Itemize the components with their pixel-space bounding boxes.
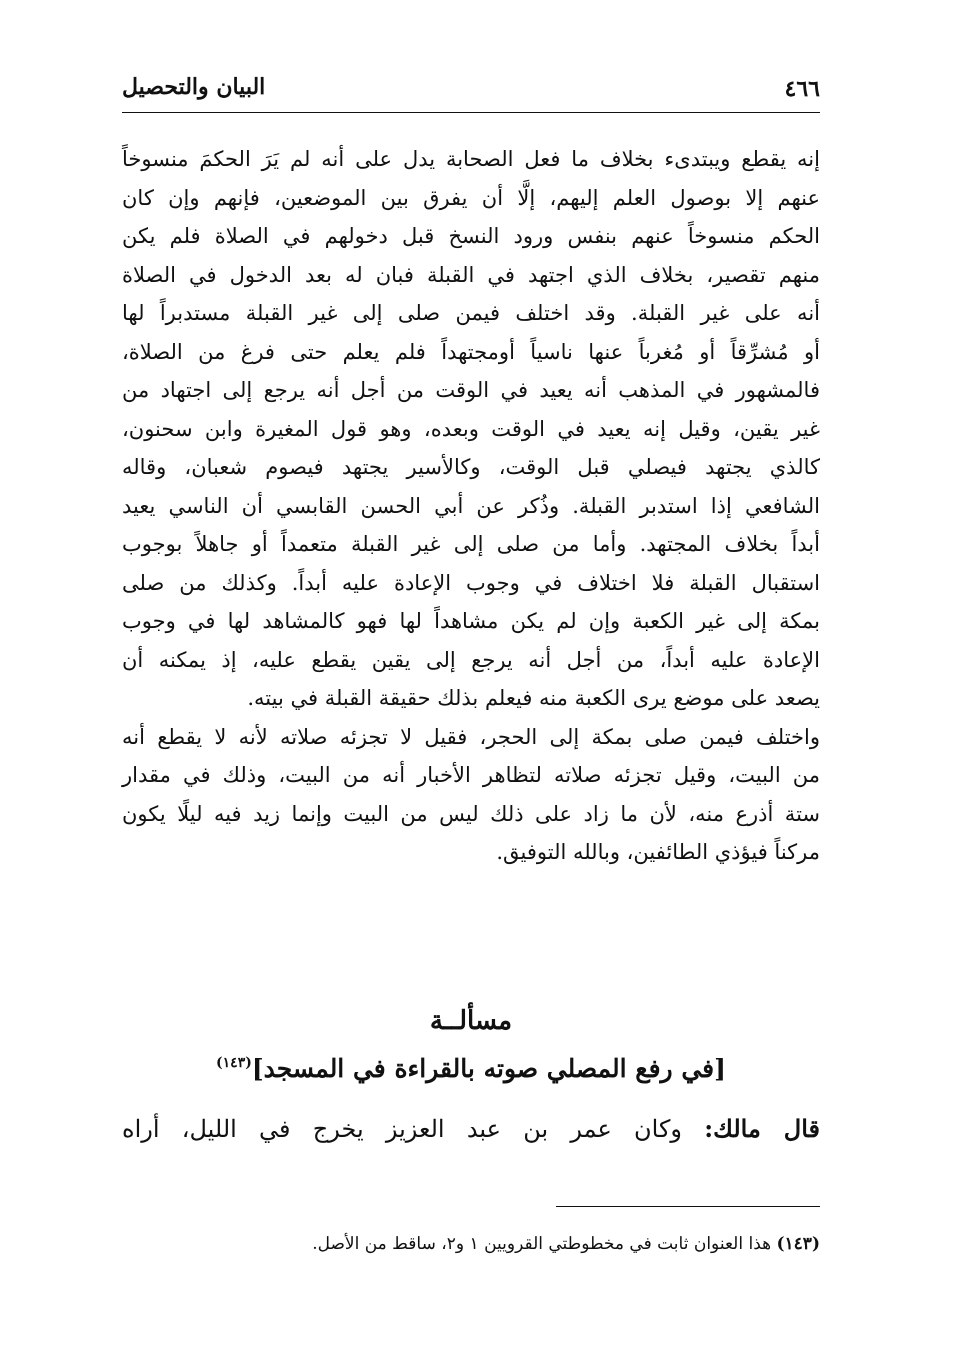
text-line: ستة أذرع منه، لأن ما زاد على ذلك ليس من البيت وإنما زيد فيه ليلًا يكون — [122, 801, 820, 826]
section-subheading — [122, 1054, 820, 1083]
text-line: الإعادة عليه أبداً، من أجل أنه يرجع إلى يقين يقطع عليه، إذ يمكنه أن — [122, 647, 820, 672]
body-text — [122, 140, 820, 872]
text-line: كالذي يجتهد فيصلي قبل الوقت، وكالأسير يجتهد فيصوم شعبان، وقاله — [122, 455, 820, 479]
text-line: من البيت، وقيل تجزئه صلاته لتظاهر الأخبار أنه من البيت، وذلك في مقدار — [122, 763, 820, 787]
footnote-number: (١٤٣) — [776, 1234, 820, 1254]
section-heading: مسألــة — [429, 1006, 513, 1036]
footnote-reference: (١٤٣) — [216, 1055, 252, 1071]
text-line: مركناً فيؤذي الطائفين، وبالله التوفيق. — [496, 840, 820, 864]
text-line: أبداً بخلاف المجتهد. وأما من صلى إلى غير القبلة متعمداً أو جاهلاً بوجوب — [122, 532, 820, 556]
text-line: الحكم منسوخاً عنهم بنفس ورود النسخ قبل دخولهم في الصلاة فلم يكن — [122, 224, 820, 248]
text-line: استقبال القبلة فلا اختلاف في وجوب الإعادة عليه أبداً. وكذلك من صلى — [122, 570, 820, 595]
text-line: فالمشهور في المذهب أنه يعيد في الوقت من أجل أنه يرجع إلى اجتهاد من — [122, 378, 820, 402]
running-title: البيان والتحصيل — [122, 74, 266, 100]
text-line: عنهم إلا بوصول العلم إليهم، إلَّا أن يفرق بين الموضعين، فإنهم وإن كان — [122, 185, 820, 210]
quote-text: وكان عمر بن عبد العزيز يخرج في الليل، أراه — [122, 1115, 683, 1143]
text-line: واختلف فيمن صلى بمكة إلى الحجر، فقيل لا تجزئه صلاته لأنه لا يقطع أنه — [122, 724, 820, 749]
subheading-text: [في رفع المصلي صوته بالقراءة في المسجد] — [251, 1054, 726, 1083]
page-header — [122, 74, 820, 108]
text-line: غير يقين، وقيل إنه يعيد في الوقت وبعده، وهو قول المغيرة وابن سحنون، — [122, 416, 820, 441]
text-line: بمكة إلى غير الكعبة وإن لم يكن مشاهداً لها فهو كالمشاهد لها في وجوب — [122, 609, 820, 633]
header-divider — [122, 112, 820, 113]
text-line: يصعد على موضع يرى الكعبة منه فيعلم بذلك حقيقة القبلة في بيته. — [247, 686, 820, 710]
page-number: ٤٦٦ — [784, 76, 820, 102]
quote-speaker: قال مالك: — [704, 1114, 820, 1143]
footnote-text: هذا العنوان ثابت في مخطوطتي القرويين ١ و٢، ساقط من الأصل. — [312, 1234, 772, 1254]
text-line: الشافعي إذا استدبر القبلة. وذُكر عن أبي الحسن القابسي أن الناسي يعيد — [122, 493, 820, 518]
text-line: منهم تقصير، بخلاف الذي اجتهد في القبلة فبان له بعد الدخول في الصلاة — [122, 262, 820, 287]
footnote-divider — [556, 1206, 820, 1207]
text-line: أنه على غير القبلة. وقد اختلف فيمن صلى إلى غير القبلة مستدبراً لها — [122, 301, 820, 325]
text-line: إنه يقطع ويبتدىء بخلاف ما فعل الصحابة يدل على أنه لم يَرَ الحكمَ منسوخاً — [122, 147, 820, 171]
footnote — [122, 1234, 820, 1254]
text-line: أو مُشرِّقاً أو مُغرباً عنها ناسياً أومجتهداً فلم يعلم حتى فرغ من الصلاة، — [122, 339, 820, 364]
quote-line — [122, 1114, 820, 1143]
